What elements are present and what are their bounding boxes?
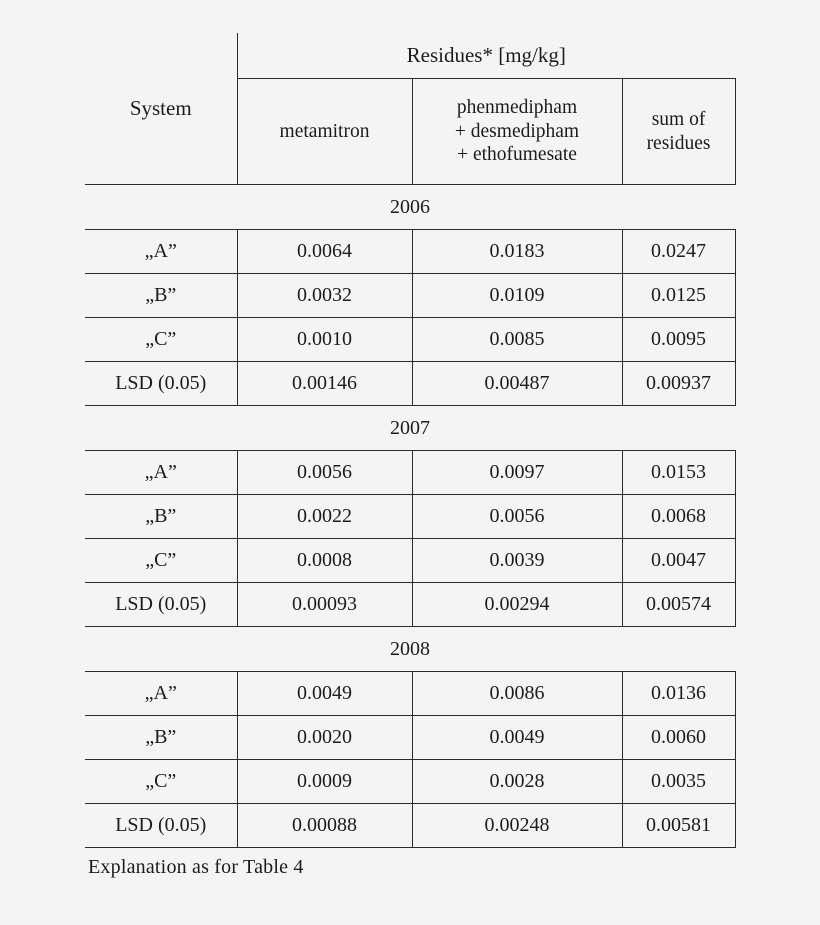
cell-metamitron: 0.0056 [237, 451, 412, 495]
header-phen-line-1: phenmedipham [456, 96, 578, 118]
cell-metamitron: 0.0009 [237, 760, 412, 804]
table-row-lsd [85, 804, 735, 848]
cell-system: „B” [85, 716, 237, 760]
year-label-2007: 2007 [85, 406, 735, 451]
cell-metamitron: 0.0032 [237, 274, 412, 318]
table-row [85, 760, 735, 804]
cell-sum: 0.00581 [622, 804, 735, 848]
header-phen-line-3: + ethofumesate [457, 144, 577, 166]
cell-phenmedipham: 0.0039 [412, 539, 622, 583]
year-label-2008: 2008 [85, 627, 735, 672]
cell-phenmedipham: 0.00487 [412, 362, 622, 406]
cell-phenmedipham: 0.00294 [412, 583, 622, 627]
cell-sum: 0.00574 [622, 583, 735, 627]
header-row-group [85, 33, 735, 79]
cell-system: „C” [85, 539, 237, 583]
cell-sum: 0.0068 [622, 495, 735, 539]
cell-sum: 0.0060 [622, 716, 735, 760]
cell-metamitron: 0.0008 [237, 539, 412, 583]
year-separator-row [85, 406, 735, 451]
cell-sum: 0.0247 [622, 230, 735, 274]
table-row [85, 274, 735, 318]
cell-metamitron: 0.00093 [237, 583, 412, 627]
cell-system: „A” [85, 230, 237, 274]
table-row [85, 230, 735, 274]
cell-system: LSD (0.05) [85, 362, 237, 406]
cell-metamitron: 0.0022 [237, 495, 412, 539]
cell-sum: 0.0136 [622, 672, 735, 716]
cell-metamitron: 0.00146 [237, 362, 412, 406]
year-label-2006: 2006 [85, 185, 735, 230]
table-row [85, 716, 735, 760]
cell-phenmedipham: 0.0049 [412, 716, 622, 760]
cell-phenmedipham: 0.0056 [412, 495, 622, 539]
cell-sum: 0.0095 [622, 318, 735, 362]
cell-system: „A” [85, 451, 237, 495]
table-row-lsd [85, 583, 735, 627]
cell-metamitron: 0.0020 [237, 716, 412, 760]
header-phen-line-2: + desmedipham [454, 120, 580, 142]
cell-phenmedipham: 0.0085 [412, 318, 622, 362]
cell-system: „B” [85, 274, 237, 318]
table-row [85, 318, 735, 362]
cell-phenmedipham: 0.0086 [412, 672, 622, 716]
cell-metamitron: 0.0064 [237, 230, 412, 274]
header-cell-system: System [85, 33, 237, 185]
cell-system: „A” [85, 672, 237, 716]
year-separator-row [85, 185, 735, 230]
table-footnote: Explanation as for Table 4 [88, 856, 304, 878]
table-row [85, 495, 735, 539]
cell-phenmedipham: 0.0028 [412, 760, 622, 804]
cell-sum: 0.0035 [622, 760, 735, 804]
cell-sum: 0.0047 [622, 539, 735, 583]
header-cell-metamitron: metamitron [237, 79, 412, 185]
cell-sum: 0.0153 [622, 451, 735, 495]
cell-system: LSD (0.05) [85, 583, 237, 627]
header-cell-residues-group: Residues* [mg/kg] [237, 33, 735, 79]
cell-system: „B” [85, 495, 237, 539]
table-row-lsd [85, 362, 735, 406]
cell-metamitron: 0.0010 [237, 318, 412, 362]
cell-system: „C” [85, 760, 237, 804]
table-body [85, 185, 735, 848]
header-cell-phenmedipham [412, 79, 622, 185]
table-header [85, 33, 735, 185]
cell-system: „C” [85, 318, 237, 362]
table-row [85, 672, 735, 716]
table-row [85, 451, 735, 495]
cell-system: LSD (0.05) [85, 804, 237, 848]
table-row [85, 539, 735, 583]
cell-phenmedipham: 0.0097 [412, 451, 622, 495]
residues-table [85, 33, 736, 848]
cell-phenmedipham: 0.0109 [412, 274, 622, 318]
header-sum-line-1: sum of [651, 108, 706, 130]
year-separator-row [85, 627, 735, 672]
header-sum-line-2: residues [646, 132, 711, 154]
cell-phenmedipham: 0.0183 [412, 230, 622, 274]
cell-sum: 0.00937 [622, 362, 735, 406]
cell-metamitron: 0.00088 [237, 804, 412, 848]
cell-phenmedipham: 0.00248 [412, 804, 622, 848]
cell-sum: 0.0125 [622, 274, 735, 318]
cell-metamitron: 0.0049 [237, 672, 412, 716]
header-cell-sum-of-residues [622, 79, 735, 185]
